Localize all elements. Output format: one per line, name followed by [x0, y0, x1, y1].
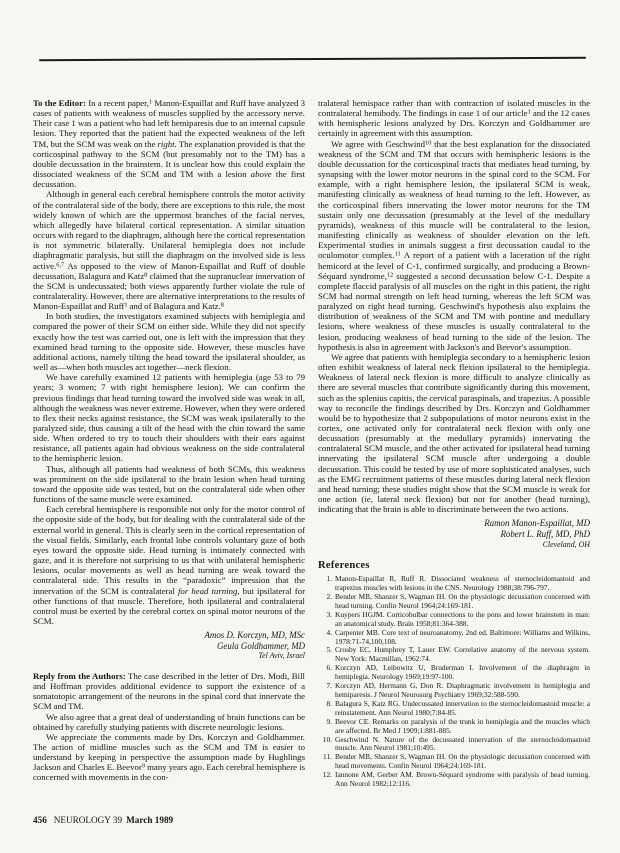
text-run: tralateral hemispace rather than with contraction of isolated muscles in the contralateral hemibody. The findings in case 1 of our article — [318, 98, 590, 119]
reference-number: 1. — [326, 574, 332, 584]
paragraph — [318, 139, 590, 352]
signature-line: Geula Goldhammer, MD — [217, 640, 305, 651]
text-run: suggested a second decussation below C-1. Despite a complete flaccid paralysis of all muscles on the right in this patient, the right SCM had normal strength on left head turning, whereas the left SCM was paralyzed on right head turning. Geschwind's hypothesis also explains the distribution of weakness of the SCM and TM with pontine and medullary lesions, where weakness of these muscles is usually contralateral to the lesion, producing weakness of head turning to the side of the lesion. The hypothesis is also in agreement with Jackson's and Beevor's assumption. — [318, 270, 590, 352]
text-run: A report of a patient with a laceration of the right hemicord at the level of C-1, confirmed surgically, and producing a Brown-Séquard syndrome, — [318, 250, 591, 281]
text-run: above — [250, 169, 272, 180]
text-run: In both studies, the investigators examined subjects with hemiplegia and compared the power of their SCM on either side. While they did not specify exactly how the test was carried out, one is left with the impression that they examined head turning to the opposite side. However, these muscles have additional actions, namely tilting the head toward the ipsilateral shoulder, as well as—when both muscles act together—neck flexion. — [33, 311, 305, 373]
text-run: The case described in the letter of Drs. Modi, Bill and Hoffman provides additional evidence to support the existence of a somatotopic arrangement of the neurons in the spinal cord that innervate the SCM and TM. — [33, 670, 305, 712]
reference-text: Manon-Espaillat R, Ruff R. Dissociated weakness of sternocleidomastoid and trapezius muscles with lesions in the CNS. Neurology 1988;38:796-797. — [335, 574, 590, 593]
text-run: and of Balagura and Katz. — [127, 301, 221, 312]
paragraph — [33, 464, 305, 505]
reference-number: 12. — [322, 770, 332, 780]
reference-superscript: 1 — [527, 108, 531, 116]
paragraph — [33, 98, 305, 189]
journal-name: NEUROLOGY 39 — [53, 815, 123, 825]
reference-text: Geschwind N. Nature of the decussated innervation of the sternocleidomastoid muscle. Ann Neurol 1981;10:495. — [335, 734, 590, 753]
reference-text: Bender MB, Shanzer S, Wagman IH. On the physiologic decussation concerned with head movements. Confin Neurol 1964;24:169-181. — [335, 752, 590, 771]
reference-number: 2. — [326, 592, 332, 601]
reference-item — [318, 718, 590, 736]
reference-superscript: 12 — [386, 271, 394, 279]
reference-number: 9. — [326, 716, 332, 726]
right-column — [318, 98, 590, 789]
text-run: that the best explanation for the dissociated weakness of the SCM and TM that occurs with hemispheric lesions is the double decussation for the corticospinal tracts that mediates head turning, by synapsing with the lower motor neurons in the spinal cord to the SCM. For example, with a right hemisphere lesion, the ipsilateral SCM is weak, manifesting clinically as weakness of head turning to the left. However, as the corticospinal fibers innervating the lower motor neurons for the TM sustain only one decussation (presumably at the level of the medullary pyramids), weakness of this muscle will be contralateral to the lesion, manifesting clinically as weakness of shoulder elevation on the left. Experimental studies in animals suggest a first decussation caudal to the oculomotor complex. — [318, 138, 590, 261]
text-run: We also agree that a great deal of understanding of brain functions can be obtained by carefully studying patients with discrete neurologic lesions. — [33, 711, 305, 732]
reference-number: 8. — [326, 698, 332, 708]
reference-superscript: 8 — [220, 301, 224, 309]
reference-item — [318, 682, 590, 700]
text-run: We agree with Geschwind — [331, 138, 426, 149]
text-run: In a recent paper, — [85, 98, 149, 108]
paragraph — [33, 311, 305, 372]
reference-text: Carpenter MB. Core text of neuroanatomy, 2nd ed. Baltimore: Williams and Wilkins, 1978:71-74,100,108. — [335, 627, 590, 646]
reference-number: 4. — [326, 627, 332, 637]
text-run: To the Editor: — [33, 98, 86, 108]
signature-block — [318, 518, 590, 550]
reference-superscript: 1 — [148, 98, 153, 106]
text-run: We agree that patients with hemiplegia secondary to a hemispheric lesion often exhibit weakness of lateral neck flexion ipsilateral to the hemiplegia. Weakness of lateral neck flexion is more difficult to analyze clinically as there are several muscles that contribute significantly during this movement, such as the splenius capitis, the cervical paraspinals, and trapezius. A possible way to reconcile the findings described by Drs. Korczyn and Goldhammer would be to hypothesize that 2 subpopulations of motor neurons exist in the cortex, one activated only for contralateral neck flexion with only one decussation (presumably at the medullary pyramids) innervating the contralateral SCM muscle, and the other activated for ipsilateral head turning innervating the ipsilateral SCM muscle after undergoing a double decussation. This could be tested by use of more sophisticated analyses, such as the EMG recruitment patterns of these muscles during lateral neck flexion and head turning; these studies might show that the SCM muscle is weak for one action (ie, lateral neck flexion) but not for another (head turning), indicating that the brain is able to discriminate between the two actions. — [318, 351, 590, 515]
reference-text: Kuypers HGJM. Corticobulbar connections to the pons and lower brainstem in man: an anatomical study. Brain 1958;81:364-388. — [335, 609, 590, 628]
reference-item — [318, 700, 590, 718]
text-run: Thus, although all patients had weakness of both SCMs, this weakness was prominent on the side ipsilateral to the brain lesion when head turning toward the opposite side was tested, but on the contralateral side when other functions of the same muscle were examined. — [33, 463, 305, 505]
reference-number: 3. — [326, 609, 332, 619]
references-heading: References — [318, 560, 370, 572]
reference-text: Crosby EC, Humphrey T, Lauer EW. Correlative anatomy of the nervous system. New York: Macmillan, 1962:74. — [335, 645, 590, 664]
paragraph — [33, 504, 305, 626]
references-list — [318, 575, 590, 789]
paragraph — [33, 372, 305, 463]
reference-item — [318, 664, 590, 682]
reference-number: 11. — [323, 752, 332, 762]
text-run: claimed that the supranuclear innervation of the SCM is undecussated; both views apparently further violate the rule of contralaterality. However, there are alternative interpretations to the results of Manon-Espaillat and Ruff — [33, 270, 305, 312]
signature-block — [33, 630, 305, 662]
page-footer — [33, 815, 173, 825]
text-run: We have carefully examined 12 patients with hemiplegia (age 53 to 79 years; 3 women; 7 with right hemisphere lesion). We can confirm the previous findings that head turning toward the involved side was weak in all, although the weakness was never extreme. However, when they were ordered to flex their necks against resistance, the SCM was weak ipsilaterally to the paralyzed side, thus causing a tilt of the head with the chin toward the same side. When ordered to try to touch their shoulders with their ears against resistance, all patients again had obvious weakness on the side contralateral to the hemispheric lesion. — [33, 372, 305, 464]
signature-line: Ramon Manon-Espaillat, MD — [484, 518, 590, 529]
paragraph — [318, 352, 590, 515]
reference-superscript: 1 — [124, 301, 128, 309]
page-number: 456 — [33, 815, 47, 825]
text-run: right. — [157, 138, 177, 149]
reference-item — [318, 611, 590, 629]
paragraph — [33, 189, 305, 311]
reference-superscript: 10 — [425, 139, 432, 147]
scan-edge-line — [39, 57, 586, 62]
text-run: Although in general each cerebral hemisphere controls the motor activity of the contralateral side of the body, there are exceptions to this rule, the most widely known of which are the uppermost branches of the facial nerves, which allegedly have bilateral cortical representation. A similar situation occurs with regard to the diaphragm, although here the cortical representation is not symmetric bilaterally. Unilateral hemiplegia does not include diaphragmatic paralysis, but still the diaphragm on the involved side is less active. — [33, 189, 305, 271]
reference-item — [318, 646, 590, 664]
text-run: The explanation provided is that the corticospinal pathway to the SCM (but presumably not to the TM) has a double decussation in the brainstem. It is unclear how this could explain the dissociated weakness of the SCM and TM with a lesion — [33, 138, 305, 180]
text-run: We appreciate the comments made by Drs. Korczyn and Goldhammer. The action of midline muscles such as the SCM and TM is easier to understand by keeping in perspective the assumption made by Hughlings Jackson and Charles E. Beevor — [33, 731, 305, 773]
reference-superscript: 9 — [141, 762, 145, 770]
reference-text: Balagura S, Katz RG. Undecussated innervation to the sternocleidomastoid muscle: a reinstatement. Ann Neurol 1980;7:84-85. — [335, 698, 590, 717]
reference-item — [318, 753, 590, 771]
reference-superscript: 11 — [394, 250, 401, 258]
reference-text: Korczyn AD, Leibowitz U, Bruderman I. Involvement of the diaphragm in hemiplegia. Neurology 1969;19:97-100. — [335, 663, 590, 682]
reference-item — [318, 593, 590, 611]
reference-text: Beevor CE. Remarks on paralysis of the trunk in hemiplegia and the muscles which are affected. Br Med J 1909;1:881-885. — [335, 716, 590, 735]
text-run: for head turning, — [177, 585, 240, 596]
text-run: the first decussation. — [33, 169, 305, 190]
reference-item — [318, 736, 590, 754]
left-column — [33, 98, 305, 783]
reference-item — [318, 771, 590, 789]
issue-date: March 1989 — [126, 815, 174, 825]
text-run: and the 12 cases with hemispheric lesions analyzed by Drs. Korczyn and Goldhammer are certainly in agreement with this assumption. — [318, 108, 590, 139]
reference-item — [318, 575, 590, 593]
text-run: Manon-Espaillat and Ruff have analyzed 3 cases of patients with weakness of muscles supplied by the accessory nerve. Their case 1 was a patient who had left hemiparesis due to an internal capsule lesion. They reported that the patient had the expected weakness of the left TM, but the SCM was weak on the — [33, 98, 305, 149]
text-run: Reply from the Authors: — [33, 670, 126, 681]
signature-line: Amos D. Korczyn, MD, MSc — [204, 630, 305, 641]
text-run: many years ago. Each cerebral hemisphere is concerned with movements in the con- — [33, 762, 305, 783]
paragraph — [33, 671, 305, 712]
reference-item — [318, 629, 590, 647]
paragraph — [33, 732, 305, 783]
signature-line: Cleveland, OH — [542, 539, 590, 549]
text-run: As opposed to the view of Manon-Espaillat and Ruff of double decussation, Balagura and Katz — [33, 260, 305, 281]
reference-number: 5. — [326, 645, 332, 655]
reference-superscript: 6,7 — [56, 261, 65, 268]
reference-text: Korczyn AD, Hermann G, Don R. Diaphragmatic involvement in hemiplegia and hemiparesis. J Neurol Neurosurg Psychiatry 1969;32:588-590. — [335, 681, 590, 699]
text-run: but ipsilateral for other functions of that muscle. Therefore, both ipsilateral and contralateral control must be exerted by the cerebral cortex on spinal motor neurons of the SCM. — [33, 585, 306, 626]
reference-number: 6. — [326, 663, 332, 673]
paragraph — [318, 98, 590, 139]
reference-text: Bender MB, Shanzer S, Wagman IH. On the physiologic decussation concerned with head turning. Confin Neurol 1964;24:169-181. — [335, 592, 590, 610]
paragraph — [33, 712, 305, 732]
reference-superscript: 8 — [144, 271, 148, 279]
reference-text: Iannone AM, Gerber AM. Brown-Séquard syndrome with paralysis of head turning. Ann Neurol 1982;12:116. — [335, 770, 590, 789]
text-run: Each cerebral hemisphere is responsible not only for the motor control of the opposite side of the body, but for dealing with the contralateral side of the external world in general. This is clearly seen in the cortical representation of the visual fields. Similarly, each frontal lobe controls voluntary gaze of both eyes toward the opposite side. Head turning is intimately connected with gaze, and it is therefore not surprising to us that with unilateral hemispheric lesions, ocular movements as well as head turning are weak toward the contralateral side. This results in the “paradoxic” impression that the innervation of the SCM is contralateral — [33, 504, 305, 596]
reference-number: 10. — [322, 734, 332, 744]
signature-line: Robert L. Ruff, MD, PhD — [500, 529, 590, 539]
reference-number: 7. — [326, 681, 332, 691]
signature-line: Tel Aviv, Israel — [258, 651, 305, 661]
